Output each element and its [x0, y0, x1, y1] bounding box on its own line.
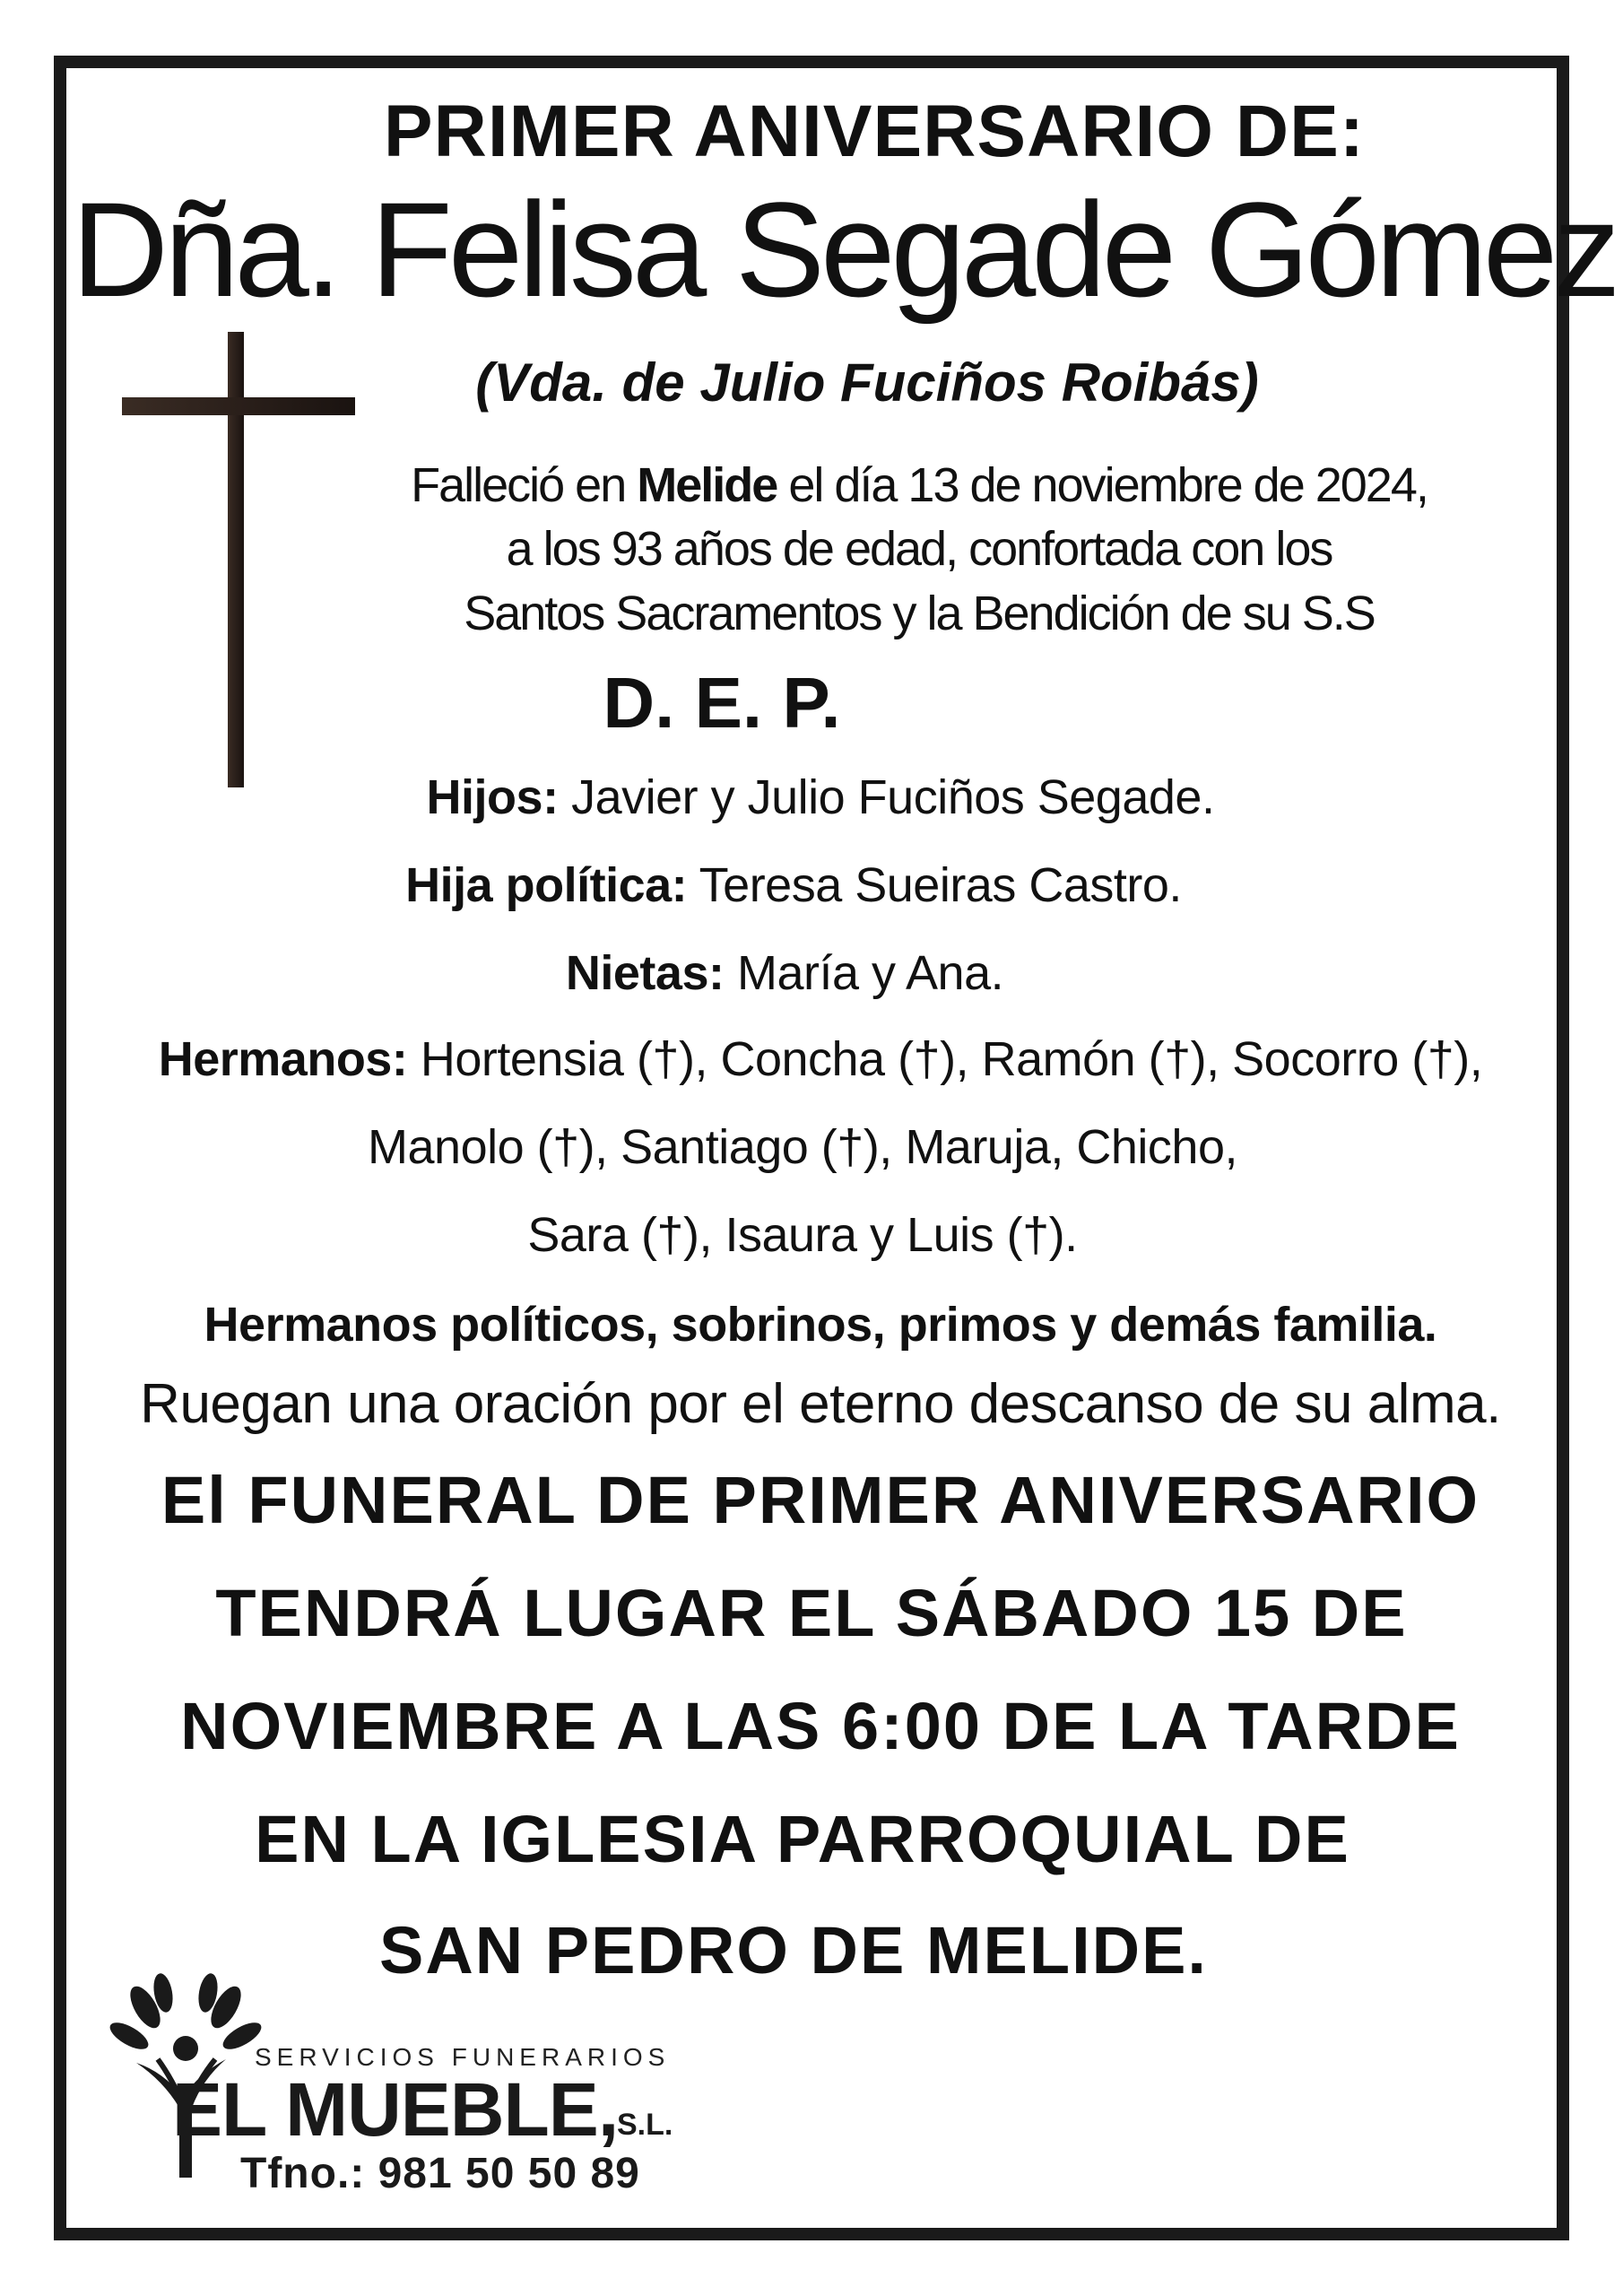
passing-line-3: Santos Sacramentos y la Bendición de su S.S	[464, 586, 1375, 640]
deceased-name: Dña. Felisa Segade Gómez	[71, 174, 1617, 325]
family-siblings: Hermanos: Hortensia (†), Concha (†), Ramón (†), Socorro (†),	[158, 1032, 1483, 1086]
funeral-line: El FUNERAL DE PRIMER ANIVERSARIO	[161, 1463, 1480, 1537]
family-siblings-line-3: Sara (†), Isaura y Luis (†).	[527, 1208, 1078, 1262]
funeral-home-logo	[109, 1973, 719, 2206]
funeral-line: EN LA IGLESIA PARROQUIAL DE	[255, 1802, 1350, 1876]
passing-line-1: Falleció en Melide el día 13 de noviembre de 2024,	[411, 458, 1428, 512]
funeral-line: TENDRÁ LUGAR EL SÁBADO 15 DE	[215, 1576, 1408, 1650]
dep-text: D. E. P.	[603, 663, 841, 743]
passing-details	[108, 454, 1623, 646]
funeral-line: SAN PEDRO DE MELIDE.	[379, 1913, 1208, 1987]
logo-company-name: EL MUEBLE,	[172, 2067, 619, 2152]
funeral-line: NOVIEMBRE A LAS 6:00 DE LA TARDE	[180, 1689, 1461, 1763]
logo-company-suffix: S.L.	[617, 2108, 673, 2142]
family-siblings-line-2: Manolo (†), Santiago (†), Maruja, Chicho,	[368, 1120, 1237, 1174]
anniversary-heading: PRIMER ANIVERSARIO DE:	[383, 91, 1366, 172]
family-granddaughters: Nietas: María y Ana.	[565, 946, 1004, 1000]
family-daughter-in-law: Hija política: Teresa Sueiras Castro.	[405, 858, 1182, 912]
prayer-request: Ruegan una oración por el eterno descanso de su alma.	[140, 1373, 1501, 1435]
family-children: Hijos: Javier y Julio Fuciños Segade.	[426, 770, 1215, 824]
logo-services-text: SERVICIOS FUNERARIOS	[255, 2043, 671, 2071]
passing-line-2: a los 93 años de edad, confortada con los	[506, 522, 1332, 577]
logo-phone: Tfno.: 981 50 50 89	[240, 2150, 640, 2197]
family-others: Hermanos políticos, sobrinos, primos y demás familia.	[204, 1298, 1437, 1352]
widow-of: (Vda. de Julio Fuciños Roibás)	[475, 352, 1259, 413]
